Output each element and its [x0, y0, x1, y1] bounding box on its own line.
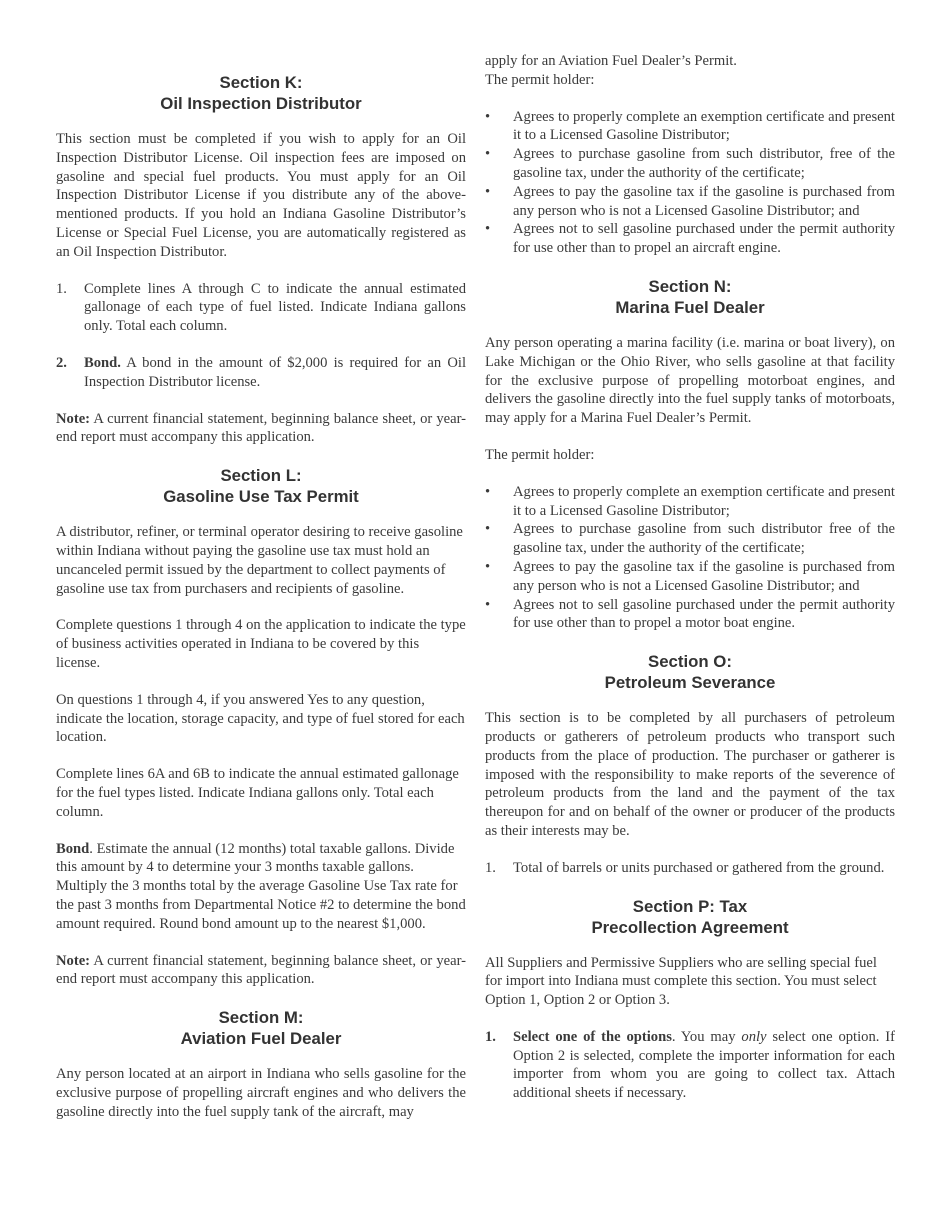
- list-item-text: Agrees to properly complete an exemption certificate and present it to a Licensed Gasoline Distributor;: [513, 483, 895, 519]
- section-p-list: [485, 1028, 895, 1103]
- section-o-item-1-text: Total of barrels or units purchased or gathered from the ground.: [513, 859, 885, 876]
- section-m-paragraph-1: Any person located at an airport in Indiana who sells gasoline for the exclusive purpose of propelling aircraft engines and who delivers the gasoline directly into the fuel supply tank of the aircraft, may: [56, 1066, 466, 1120]
- list-item: [485, 183, 895, 221]
- section-o-list: [485, 859, 895, 878]
- section-o-item-1: [485, 859, 895, 878]
- section-p-title-line2: Precollection Agreement: [591, 917, 789, 937]
- bullet-marker: •: [485, 221, 491, 238]
- list-marker: 2.: [56, 354, 67, 371]
- list-item-text: Agrees to purchase gasoline from such distributor, free of the gasoline tax, under the authority of the certificate;: [513, 146, 895, 181]
- section-m-heading: [56, 1007, 466, 1049]
- section-n-heading: [485, 276, 895, 318]
- section-l-bond: [56, 840, 466, 934]
- section-p-item-1-label: Select one of the options: [513, 1028, 672, 1045]
- list-item-text: Agrees to pay the gasoline tax if the gasoline is purchased from any person who is not a Licensed Gasoline Distributor; and: [513, 558, 895, 594]
- section-n-permit-holder-label: The permit holder:: [485, 446, 595, 463]
- list-item: [485, 220, 895, 258]
- bullet-marker: •: [485, 183, 491, 200]
- section-k-item-1-text: Complete lines A through C to indicate the annual estimated gallonage of each type of fuel listed. Indicate Indiana gallons only. Total each column.: [84, 280, 466, 335]
- section-k-item-2: [56, 354, 466, 392]
- section-k-heading: [56, 72, 466, 114]
- section-m-title-line1: Section M:: [218, 1008, 304, 1028]
- bullet-marker: •: [485, 596, 491, 613]
- left-column: [56, 72, 466, 1121]
- section-k-note: [56, 410, 466, 448]
- list-item: [485, 145, 895, 183]
- section-k-item-2-text: A bond in the amount of $2,000 is required for an Oil Inspection Distributor license.: [84, 354, 466, 390]
- list-item-text: Agrees not to sell gasoline purchased under the permit authority for use other than to propel an aircraft engine.: [513, 221, 895, 257]
- list-item-text: Agrees to properly complete an exemption certificate and present it to a Licensed Gasoline Distributor;: [513, 108, 895, 144]
- list-item: [485, 596, 895, 634]
- section-p-item-1-text-a: . You may: [671, 1028, 742, 1045]
- list-item: [485, 558, 895, 596]
- list-item-text: Agrees to purchase gasoline from such distributor free of the gasoline tax, under the authority of the certificate;: [513, 521, 895, 557]
- list-marker: 1.: [56, 280, 67, 297]
- section-n-title-line2: Marina Fuel Dealer: [615, 297, 765, 317]
- section-n-paragraph-1: Any person operating a marina facility (i.e. marina or boat livery), on Lake Michigan or the Ohio River, who sells gasoline at that facility for the exclusive purpose of propelling motorboat engines, and delivers the gasoline directly into the fuel supply tanks of motorboats, may apply for a Marina Fuel Dealer’s Permit.: [485, 334, 895, 427]
- bullet-marker: •: [485, 558, 491, 575]
- list-marker: 1.: [485, 859, 496, 876]
- section-k-item-2-label: Bond.: [84, 354, 121, 371]
- section-l-heading: [56, 465, 466, 507]
- section-p-heading: [485, 896, 895, 938]
- section-m-permit-holder-label: The permit holder:: [485, 71, 595, 88]
- list-item-text: Agrees not to sell gasoline purchased under the permit authority for use other than to propel a motor boat engine.: [513, 596, 895, 632]
- section-l-note: [56, 952, 466, 990]
- section-l-paragraph-1: A distributor, refiner, or terminal operator desiring to receive gasoline within Indiana without paying the gasoline use tax must hold an uncanceled permit issued by the department to collect payments of gasoline use tax from purchasers and recipients of gasoline.: [56, 524, 463, 597]
- section-k-intro: This section must be completed if you wish to apply for an Oil Inspection Distributor License. Oil inspection fees are imposed on gasoline and special fuel products. You must apply for an Oil Inspection Distributor License if you distribute any of the above-mentioned products. If you hold an Indiana Gasoline Distributor’s License or Special Fuel License, you are automatically registered as an Oil Inspection Distributor.: [56, 131, 466, 260]
- bullet-marker: •: [485, 483, 491, 500]
- section-l-title-line1: Section L:: [220, 466, 302, 486]
- section-p-item-1: [485, 1028, 895, 1103]
- section-p-paragraph-1: All Suppliers and Permissive Suppliers who are selling special fuel for import into Indiana must complete this section. You must select Option 1, Option 2 or Option 3.: [485, 954, 877, 1009]
- section-l-paragraph-4: Complete lines 6A and 6B to indicate the annual estimated gallonage for the fuel types listed. Indicate Indiana gallons only. Total each column.: [56, 766, 459, 820]
- section-k-item-1: [56, 280, 466, 336]
- bullet-marker: •: [485, 146, 491, 163]
- section-n-title-line1: Section N:: [648, 276, 732, 296]
- bullet-marker: •: [485, 108, 491, 125]
- bond-label: Bond: [56, 840, 90, 857]
- section-l-paragraph-3: On questions 1 through 4, if you answered Yes to any question, indicate the location, storage capacity, and type of fuel stored for each location.: [56, 691, 465, 746]
- right-column: [485, 52, 895, 1103]
- section-m-title-line2: Aviation Fuel Dealer: [180, 1029, 342, 1049]
- list-item: [485, 520, 895, 558]
- section-p-item-1-emphasis: only: [741, 1028, 767, 1045]
- section-k-title-line1: Section K:: [219, 73, 303, 92]
- list-item: [485, 108, 895, 146]
- section-l-paragraph-2: Complete questions 1 through 4 on the application to indicate the type of business activities operated in Indiana to be covered by this license.: [56, 617, 466, 671]
- section-l-title-line2: Gasoline Use Tax Permit: [163, 487, 359, 507]
- note-text: A current financial statement, beginning balance sheet, or year-end report must accompany this application.: [56, 952, 466, 988]
- note-label: Note:: [56, 410, 91, 427]
- note-label: Note:: [56, 952, 91, 969]
- list-item: [485, 483, 895, 521]
- section-p-item-1-text-b: select one option. If Option 2 is selected, complete the importer information for each importer from whom you are going to collect tax. Attach additional sheets if necessary.: [513, 1028, 895, 1102]
- section-k-title-line2: Oil Inspection Distributor: [160, 94, 362, 113]
- section-m-continued-paragraph: apply for an Aviation Fuel Dealer’s Permit.: [485, 53, 737, 69]
- section-p-title-line1: Section P: Tax: [632, 896, 748, 916]
- bond-text: . Estimate the annual (12 months) total taxable gallons. Divide this amount by 4 to determine your 3 months taxable gallons. Multiply the 3 months total by the average Gasoline Use Tax rate for the past 3 months from Departmental Notice #2 to determine the bond amount required. Round bond amount up to the nearest $1,000.: [56, 840, 466, 932]
- section-m-bullet-list: [485, 108, 895, 258]
- note-text: A current financial statement, beginning balance sheet, or year-end report must accompany this application.: [56, 410, 466, 446]
- section-o-heading: [485, 651, 895, 693]
- section-o-paragraph-1: This section is to be completed by all purchasers of petroleum products or gatherers of petroleum products who transport such products from the place of production. The purchaser or gatherer is imposed with the responsibility to make reports of the severence of petroleum products from the land and the payment of the tax thereupon for and on behalf of the owner or producer of the products as their interests may be.: [485, 710, 895, 839]
- section-o-title-line2: Petroleum Severance: [604, 673, 776, 693]
- bullet-marker: •: [485, 521, 491, 538]
- section-k-list: [56, 280, 466, 392]
- section-o-title-line1: Section O:: [648, 652, 732, 672]
- section-n-bullet-list: [485, 483, 895, 633]
- list-item-text: Agrees to pay the gasoline tax if the gasoline is purchased from any person who is not a Licensed Gasoline Distributor; and: [513, 183, 895, 219]
- list-marker: 1.: [485, 1028, 496, 1045]
